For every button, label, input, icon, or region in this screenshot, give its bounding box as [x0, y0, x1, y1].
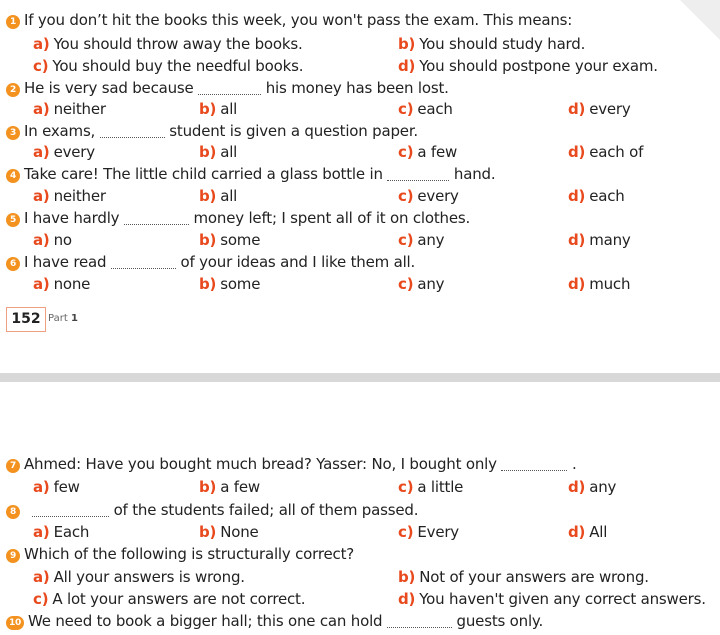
- option-letter: c): [398, 523, 414, 541]
- option-text: no: [53, 231, 72, 249]
- option-letter: b): [199, 478, 217, 496]
- question-text: Ahmed: Have you bought much bread? Yasser: No, I bought only: [24, 455, 497, 473]
- part-label: [48, 313, 78, 324]
- question-9: [6, 545, 354, 563]
- option-text: a few: [220, 478, 260, 496]
- option-text: You should throw away the books.: [53, 35, 303, 53]
- question-7: [6, 455, 577, 473]
- option-text: A lot your answers are not correct.: [52, 590, 306, 608]
- question-text: hand.: [453, 165, 496, 183]
- page-separator: [0, 373, 720, 382]
- option-2c: [398, 100, 453, 118]
- option-7c: [398, 478, 463, 496]
- option-letter: c): [398, 187, 414, 205]
- question-6: [6, 253, 415, 271]
- option-text: all: [220, 100, 238, 118]
- option-text: much: [589, 275, 631, 293]
- question-number-badge: 3: [6, 126, 20, 140]
- question-text: Which of the following is structurally correct?: [24, 545, 355, 563]
- option-4b: [199, 187, 237, 205]
- option-text: all: [220, 143, 238, 161]
- option-4c: [398, 187, 459, 205]
- option-1c: [33, 57, 303, 75]
- question-8: [6, 501, 418, 519]
- option-text: some: [220, 231, 261, 249]
- option-text: All: [589, 523, 608, 541]
- option-2d: [568, 100, 631, 118]
- option-9b: [398, 568, 649, 586]
- question-1: [6, 11, 572, 29]
- option-letter: c): [398, 478, 414, 496]
- option-letter: d): [568, 143, 586, 161]
- option-4a: [33, 187, 106, 205]
- question-text: Take care! The little child carried a glass bottle in: [24, 165, 383, 183]
- option-8b: [199, 523, 259, 541]
- option-3b: [199, 143, 237, 161]
- option-letter: c): [398, 143, 414, 161]
- option-text: any: [417, 275, 445, 293]
- option-9a: [33, 568, 245, 586]
- question-text: If you don’t hit the books this week, you won't pass the exam. This means:: [24, 11, 573, 29]
- part-number: 1: [70, 313, 78, 324]
- option-6b: [199, 275, 260, 293]
- option-text: neither: [53, 100, 106, 118]
- question-number-badge: 1: [6, 15, 20, 29]
- option-letter: d): [568, 275, 586, 293]
- option-letter: a): [33, 143, 50, 161]
- option-letter: d): [568, 187, 586, 205]
- option-text: You should study hard.: [419, 35, 586, 53]
- answer-blank: [501, 460, 567, 471]
- answer-blank: [387, 617, 452, 628]
- question-number-badge: 6: [6, 257, 20, 271]
- answer-blank: [32, 506, 109, 517]
- question-text: I have read: [24, 253, 107, 271]
- part-label-text: Part: [48, 313, 68, 324]
- page-number: 152: [6, 307, 46, 332]
- option-text: each of: [589, 143, 644, 161]
- option-letter: c): [398, 231, 414, 249]
- question-text: of your ideas and I like them all.: [180, 253, 416, 271]
- question-number-badge: 10: [6, 616, 24, 630]
- option-letter: c): [33, 57, 49, 75]
- question-2: [6, 79, 449, 97]
- answer-blank: [100, 127, 165, 138]
- option-1b: [398, 35, 585, 53]
- question-text: We need to book a bigger hall; this one can hold: [28, 612, 383, 630]
- option-9d: [398, 590, 706, 608]
- option-text: Every: [417, 523, 459, 541]
- option-text: neither: [53, 187, 106, 205]
- option-letter: d): [398, 57, 416, 75]
- option-text: many: [589, 231, 631, 249]
- question-number-badge: 9: [6, 549, 20, 563]
- question-text: .: [571, 455, 577, 473]
- option-letter: b): [199, 143, 217, 161]
- page-bottom: [0, 382, 720, 635]
- question-text: of the students failed; all of them passed.: [113, 501, 419, 519]
- option-text: a few: [417, 143, 458, 161]
- option-5d: [568, 231, 631, 249]
- option-letter: a): [33, 35, 50, 53]
- question-text: In exams,: [24, 122, 96, 140]
- question-number-badge: 4: [6, 169, 20, 183]
- question-5: [6, 209, 470, 227]
- question-number-badge: 7: [6, 459, 20, 473]
- option-6a: [33, 275, 90, 293]
- option-1a: [33, 35, 303, 53]
- question-text: his money has been lost.: [265, 79, 449, 97]
- question-text: student is given a question paper.: [169, 122, 418, 140]
- option-3a: [33, 143, 95, 161]
- option-letter: b): [199, 100, 217, 118]
- option-letter: a): [33, 231, 50, 249]
- option-8d: [568, 523, 607, 541]
- option-letter: d): [568, 231, 586, 249]
- option-2b: [199, 100, 237, 118]
- option-letter: c): [398, 275, 414, 293]
- option-text: all: [220, 187, 238, 205]
- option-text: each: [417, 100, 453, 118]
- option-text: any: [417, 231, 445, 249]
- option-text: none: [53, 275, 91, 293]
- option-letter: a): [33, 478, 50, 496]
- answer-blank: [124, 214, 189, 225]
- option-text: Not of your answers are wrong.: [419, 568, 649, 586]
- option-text: every: [417, 187, 459, 205]
- question-text: I have hardly: [24, 209, 120, 227]
- answer-blank: [111, 258, 176, 269]
- option-letter: a): [33, 568, 50, 586]
- option-letter: a): [33, 275, 50, 293]
- option-text: All your answers is wrong.: [53, 568, 245, 586]
- option-5b: [199, 231, 260, 249]
- option-3c: [398, 143, 457, 161]
- option-letter: b): [199, 523, 217, 541]
- option-5a: [33, 231, 72, 249]
- option-4d: [568, 187, 625, 205]
- question-text: guests only.: [456, 612, 544, 630]
- option-letter: d): [568, 523, 586, 541]
- option-text: You should buy the needful books.: [52, 57, 304, 75]
- option-letter: b): [398, 568, 416, 586]
- option-7a: [33, 478, 80, 496]
- option-text: You haven't given any correct answers.: [419, 590, 706, 608]
- option-1d: [398, 57, 658, 75]
- option-text: None: [220, 523, 259, 541]
- option-6c: [398, 275, 444, 293]
- option-text: Each: [53, 523, 90, 541]
- option-text: You should postpone your exam.: [419, 57, 658, 75]
- answer-blank: [198, 84, 261, 95]
- option-text: any: [589, 478, 617, 496]
- option-3d: [568, 143, 643, 161]
- question-10: [6, 612, 543, 630]
- question-number-badge: 8: [6, 505, 20, 519]
- option-8a: [33, 523, 89, 541]
- option-letter: b): [398, 35, 416, 53]
- option-text: every: [589, 100, 631, 118]
- page-corner-decoration: [680, 0, 720, 40]
- option-letter: a): [33, 100, 50, 118]
- option-text: a little: [417, 478, 464, 496]
- option-letter: a): [33, 187, 50, 205]
- option-letter: b): [199, 231, 217, 249]
- option-2a: [33, 100, 106, 118]
- question-text: money left; I spent all of it on clothes.: [193, 209, 471, 227]
- option-text: every: [53, 143, 95, 161]
- option-letter: d): [398, 590, 416, 608]
- option-7b: [199, 478, 260, 496]
- option-letter: c): [398, 100, 414, 118]
- option-letter: d): [568, 478, 586, 496]
- question-3: [6, 122, 418, 140]
- option-9c: [33, 590, 305, 608]
- option-letter: c): [33, 590, 49, 608]
- answer-blank: [387, 170, 449, 181]
- option-8c: [398, 523, 459, 541]
- option-text: each: [589, 187, 625, 205]
- question-number-badge: 5: [6, 213, 20, 227]
- option-5c: [398, 231, 444, 249]
- option-text: few: [53, 478, 80, 496]
- option-letter: b): [199, 275, 217, 293]
- option-letter: b): [199, 187, 217, 205]
- option-text: some: [220, 275, 261, 293]
- question-text: He is very sad because: [24, 79, 194, 97]
- question-4: [6, 165, 495, 183]
- option-6d: [568, 275, 630, 293]
- option-letter: a): [33, 523, 50, 541]
- option-letter: d): [568, 100, 586, 118]
- option-7d: [568, 478, 616, 496]
- question-number-badge: 2: [6, 83, 20, 97]
